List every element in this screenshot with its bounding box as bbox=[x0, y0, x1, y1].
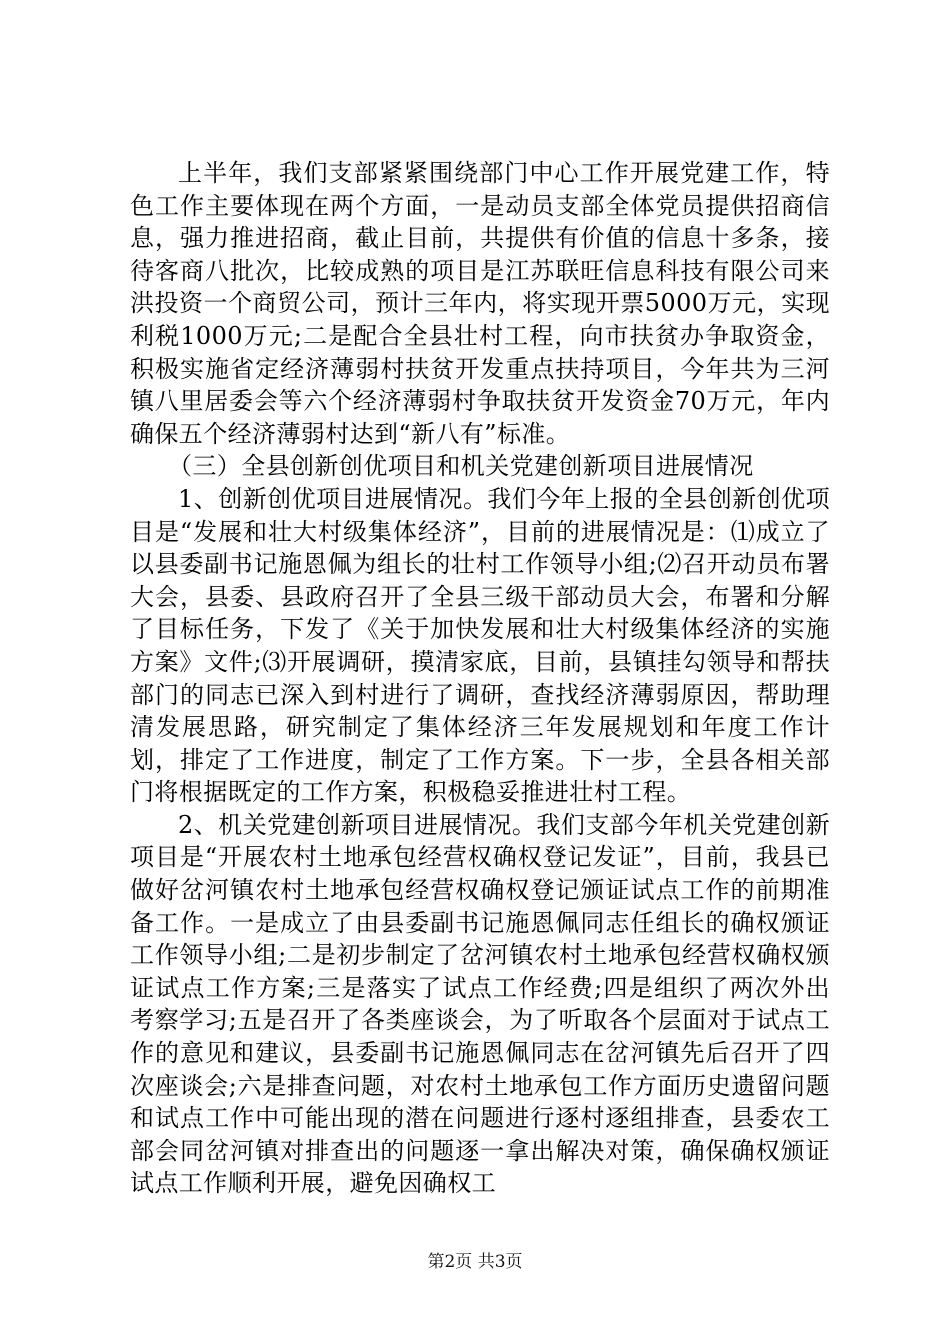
paragraph-party-building-work: 上半年，我们支部紧紧围绕部门中心工作开展党建工作，特色工作主要体现在两个方面，一是动员支部全体党员提供招商信息，强力推进招商，截止目前，共提供有价值的信息十多条，接待客商八批次，比较成熟的项目是江苏联旺信息科技有限公司来洪投资一个商贸公司，预计三年内，将实现开票5000万元，实现利税1000万元;二是配合全县壮村工程，向市扶贫办争取资金，积极实施省定经济薄弱村扶贫开发重点扶持项目，今年共为三河镇八里居委会等六个经济薄弱村争取扶贫开发资金70万元，年内确保五个经济薄弱村达到“新八有”标准。 bbox=[130, 159, 830, 448]
document-body bbox=[130, 157, 830, 1200]
paragraph-innovation-progress: 1、创新创优项目进展情况。我们今年上报的全县创新创优项目是“发展和壮大村级集体经济”，目前的进展情况是：⑴成立了以县委副书记施恩佩为组长的壮村工作领导小组;⑵召开动员布署大会，县委、县政府召开了全县三级干部动员大会，布署和分解了目标任务，下发了《关于加快发展和壮大村级集体经济的实施方案》文件;⑶开展调研，摸清家底，目前，县镇挂勾领导和帮扶部门的同志已深入到村进行了调研，查找经济薄弱原因，帮助理清发展思路，研究制定了集体经济三年发展规划和年度工作计划，排定了工作进度，制定了工作方案。下一步，全县各相关部门将根据既定的工作方案，积极稳妥推进壮村工程。 bbox=[130, 484, 830, 807]
section-heading-innovation-projects: （三）全县创新创优项目和机关党建创新项目进展情况 bbox=[168, 452, 754, 481]
paragraph-party-innovation-progress: 2、机关党建创新项目进展情况。我们支部今年机关党建创新项目是“开展农村土地承包经营权确权登记发证”，目前，我县已做好岔河镇农村土地承包经营权确权登记颁证试点工作的前期准备工作。一是成立了由县委副书记施恩佩同志任组长的确权颁证工作领导小组;二是初步制定了岔河镇农村土地承包经营权确权颁证试点工作方案;三是落实了试点工作经费;四是组织了两次外出考察学习;五是召开了各类座谈会，为了听取各个层面对于试点工作的意见和建议，县委副书记施恩佩同志在岔河镇先后召开了四次座谈会;六是排查问题，对农村土地承包工作方面历史遗留问题和试点工作中可能出现的潜在问题进行逐村逐组排查，县委农工部会同岔河镇对排查出的问题逐一拿出解决对策，确保确权颁证试点工作顺利开展，避免因确权工 bbox=[130, 810, 830, 1198]
page-footer: 第2页 共3页 bbox=[427, 1252, 523, 1272]
